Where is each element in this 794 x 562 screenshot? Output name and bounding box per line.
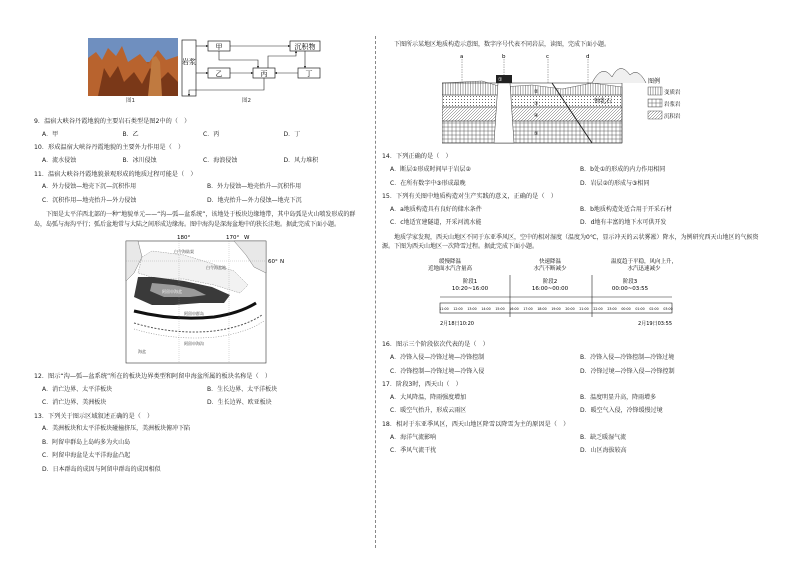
passage-geology: 下图所示某地区地质构造示意图，数字序号代表不同岩层，读图，完成下面小题。 (394, 41, 611, 48)
q16-option-c[interactable]: C．冷锋控制—冷锋过境—冷锋入侵 (390, 367, 485, 375)
q17-option-b[interactable]: B．温度明显升高，降雨增多 (580, 393, 657, 401)
map-lon-180: 180° (177, 234, 191, 241)
map-label-aleutian-basin: 阿留申海盆 (162, 288, 182, 294)
tl-stage-3-time: 00:00~03:55 (611, 286, 649, 293)
geo-num-3: ③ (534, 101, 539, 108)
geo-letter-d: d (586, 54, 590, 61)
q15-option-d[interactable]: D．d地有丰富的地下水可供开发 (580, 219, 667, 227)
q12-option-a[interactable]: A．消亡边界、太平洋板块 (42, 385, 113, 393)
tl-event-1-line2: 近地面水汽含量高 (427, 266, 473, 273)
tl-tick-label: 11:00 (439, 307, 449, 312)
q13-stem: 13．下列关于图示区域叙述正确的是（ ） (34, 412, 154, 420)
tl-event-3-line1: 温度趋于平稳，风向上升， (610, 259, 678, 266)
node-jia: 甲 (215, 43, 223, 51)
node-bing: 丙 (260, 70, 268, 78)
tl-tick-label: 16:00 (509, 307, 519, 312)
geo-legend-igneous: 岩浆岩 (664, 102, 681, 109)
geo-num-2: ② (534, 89, 539, 96)
map-label-shelf: 白令海陆架 (174, 248, 194, 254)
tl-tick-label: 02:00 (649, 307, 659, 312)
question-10 (34, 144, 364, 164)
q9-option-d[interactable]: D．丁 (283, 130, 301, 138)
node-chenji: 沉积物 (294, 43, 316, 51)
figure-top (34, 38, 364, 112)
q11-option-d[interactable]: D．地壳抬升—外力侵蚀—地壳下沉 (207, 196, 302, 204)
tl-tick-label: 13:00 (467, 307, 477, 312)
q9-option-b[interactable]: B．乙 (122, 130, 139, 138)
tl-tick-label: 22:00 (593, 307, 603, 312)
tl-end-label: 2月19日03:55 (638, 321, 672, 328)
q11-option-b[interactable]: B．外力侵蚀—地壳抬升—沉积作用 (207, 183, 302, 191)
q13-option-a[interactable]: A．美洲板块和太平洋板块碰撞挤压，美洲板块俯冲下陷 (42, 425, 191, 433)
q14-option-d[interactable]: D．岩层②的形成与③相同 (580, 179, 650, 187)
q18-option-b[interactable]: B．缺乏暖湿气流 (580, 433, 627, 441)
q10-option-a[interactable]: A．流水侵蚀 (42, 157, 77, 164)
tl-start-label: 2月18日10:20 (440, 321, 474, 328)
tl-tick-label: 17:00 (523, 307, 533, 312)
tl-tick-label: 23:00 (607, 307, 617, 312)
question-12 (34, 373, 364, 407)
question-18 (382, 421, 762, 455)
geo-letter-a: a (460, 54, 464, 61)
q12-stem: 12．图示“沟—弧—盆系统”所在的板块边界类型和阿留申海盆所属的板块名称是（ ） (34, 372, 272, 380)
geo-letter-c: c (546, 54, 550, 61)
q15-option-a[interactable]: A．a地质构造具有良好的储水条件 (390, 205, 482, 213)
question-11 (34, 171, 364, 205)
diagram-caption: 图2 (242, 98, 251, 104)
tl-tick-label: 15:00 (495, 307, 505, 312)
q12-option-c[interactable]: C．消亡边界、美洲板块 (42, 399, 107, 407)
aleutian-map (34, 233, 364, 367)
canyon-photo (88, 38, 178, 96)
column-divider (375, 36, 376, 548)
q10-stem: 10．形成温宿大峡谷丹霞地貌的主要外力作用是（ ） (34, 144, 185, 152)
snowfall-timeline (382, 255, 762, 335)
tl-stage-2-time: 16:00~00:00 (531, 286, 569, 293)
node-yanjiang: 岩浆 (182, 58, 196, 66)
q17-option-a[interactable]: A．大风降温，降雨强度增加 (390, 393, 467, 401)
q11-stem: 11．温宿大峡谷丹霞地貌景观形成的地质过程可能是（ ） (34, 170, 197, 178)
q16-stem: 16．图示三个阶段依次代表的是（ ） (382, 341, 489, 349)
q18-option-d[interactable]: D．山区海拔较高 (580, 447, 627, 455)
map-label-ocean-basin: 海盆 (138, 348, 146, 354)
tl-tick-label: 03:00 (663, 307, 673, 312)
q9-option-c[interactable]: C．丙 (203, 130, 220, 138)
map-label-bering-basin: 白令海盆地 (206, 264, 226, 270)
tl-stage-3-name: 阶段3 (622, 279, 638, 286)
tl-stage-2-name: 阶段2 (542, 279, 558, 286)
map-lat-n: N (280, 258, 285, 265)
question-9 (34, 118, 364, 138)
q16-option-d[interactable]: D．冷锋过境—冷锋入侵—冷锋控制 (580, 367, 675, 375)
geo-num-1: ① (498, 77, 503, 84)
node-ding: 丁 (305, 70, 313, 78)
tl-tick-label: 19:00 (551, 307, 561, 312)
geo-legend-sedimentary: 沉积岩 (664, 114, 681, 121)
tl-tick-label: 12:00 (453, 307, 463, 312)
question-15 (382, 193, 762, 227)
q16-option-b[interactable]: B．冷锋入侵—冷锋控制—冷锋过境 (580, 354, 675, 362)
geo-num-5: ⑤ (534, 131, 539, 138)
geo-legend-metamorphic: 变质岩 (664, 90, 681, 97)
q9-stem: 9．温宿大峡谷丹霞地貌的主要岩石类型是图2中的（ ） (34, 118, 191, 125)
photo-caption: 图1 (126, 98, 135, 104)
passage-trench-arc: 下图是太平洋西北部的一种“地貌单元——“沟—弧—盆系统”，该地处于板块边缘地带，其中岛弧是火山喷发形成的群岛，岛弧与海沟平行；弧后盆地常与大陆之间形成边缘海。图中海沟是深海盆地中的狭长洼地。据此完成下面小题。 (34, 211, 356, 228)
q14-stem: 14．下列正确的是（ ） (382, 153, 452, 161)
q11-option-c[interactable]: C．沉积作用—地壳抬升—外力侵蚀 (42, 196, 137, 204)
q18-option-c[interactable]: C．季风气流干扰 (390, 447, 437, 455)
tl-tick-label: 21:00 (579, 307, 589, 312)
q11-option-a[interactable]: A．外力侵蚀—地壳下沉—沉积作用 (42, 183, 137, 191)
tl-event-2-line2: 水汽不断减少 (533, 266, 567, 273)
geo-legend-title: 图例 (648, 78, 661, 86)
q17-option-d[interactable]: D．暖空气入侵，冷锋缓慢过境 (580, 407, 663, 415)
tl-tick-label: 14:00 (481, 307, 491, 312)
tl-tick-label: 00:00 (621, 307, 631, 312)
q13-option-c[interactable]: C．阿留申海盆是太平洋海盆凸起 (42, 452, 131, 460)
question-14 (382, 153, 762, 187)
map-label-aleutian-trench: 阿留申海沟 (184, 340, 204, 346)
q18-stem: 18．相对于东亚季风区，西天山地区降雪以降雪为主的原因是（ ） (382, 420, 570, 428)
passage-snowfall: 地质学家发现，西天山地区不同于东亚季风区，空中的相对湿度（温度为0℃，显示冲天的云状雾凇）降水，为例研究西天山地区的气候资源。下图为西天山地区一次降雪过程。据此完成下面小题。 (382, 233, 759, 251)
tl-stage-1-name: 阶段1 (462, 279, 478, 286)
q10-option-b[interactable]: B．冰川侵蚀 (122, 157, 157, 164)
map-lat-60: 60° (268, 258, 278, 265)
q13-option-d[interactable]: D．日本群岛的成因与阿留申群岛的成因相似 (42, 465, 161, 473)
node-yi: 乙 (215, 70, 223, 78)
rock-cycle-diagram (178, 38, 348, 100)
tl-stage-1-time: 10:20~16:00 (451, 286, 489, 293)
q13-option-b[interactable]: B．阿留申群岛上岛屿多为火山岛 (42, 438, 131, 446)
q15-option-b[interactable]: B．b地质构造处适合用于开采石材 (580, 205, 672, 213)
geo-cave-label: 钟乳石 (594, 98, 613, 106)
tl-tick-label: 01:00 (635, 307, 645, 312)
map-lon-170: 170° (226, 234, 240, 241)
q17-option-c[interactable]: C．暖空气抬升，形成云雨区 (390, 407, 467, 415)
q9-option-a[interactable]: A．甲 (42, 130, 59, 138)
geology-section (382, 53, 762, 147)
q10-option-c[interactable]: C．海浪侵蚀 (203, 157, 238, 164)
q14-option-b[interactable]: B．b处①的形成的内力作用相同 (580, 166, 666, 174)
geo-letter-b: b (502, 54, 506, 61)
q15-option-c[interactable]: C．c地适宜建隧道，开采河流水能 (390, 219, 482, 227)
q10-option-d[interactable]: D．风力堆积 (283, 157, 319, 164)
q12-option-b[interactable]: B．生长边界、太平洋板块 (207, 385, 278, 393)
question-13 (34, 413, 364, 474)
q15-stem: 15．下列有关图中地质构造对生产实践的意义，正确的是（ ） (382, 193, 557, 201)
q16-option-a[interactable]: A．冷锋入侵—冷锋过境—冷锋控制 (390, 354, 485, 362)
question-17 (382, 381, 762, 415)
left-column (34, 38, 364, 479)
map-lon-w: W (244, 234, 250, 241)
q14-option-c[interactable]: C．在所有数字中③形成最晚 (390, 179, 466, 187)
tl-tick-label: 18:00 (537, 307, 547, 312)
tl-event-3-line2: 水汽迅速减少 (627, 266, 661, 273)
map-label-aleutian-islands: 阿留申群岛 (184, 310, 204, 316)
q17-stem: 17．阶段3时，西天山（ ） (382, 381, 462, 389)
q14-option-a[interactable]: A．断层①形成时间早于岩层② (390, 166, 471, 174)
right-column (382, 38, 762, 455)
tl-event-1-line1: 缓慢降温 (438, 259, 462, 266)
tl-tick-label: 20:00 (565, 307, 575, 312)
question-16 (382, 341, 762, 375)
q18-option-a[interactable]: A．海洋气流影响 (390, 433, 437, 441)
q12-option-d[interactable]: D．生长边界、欧亚板块 (207, 399, 272, 407)
geo-num-4: ④ (534, 113, 539, 120)
tl-event-2-line1: 快速降温 (538, 259, 562, 266)
